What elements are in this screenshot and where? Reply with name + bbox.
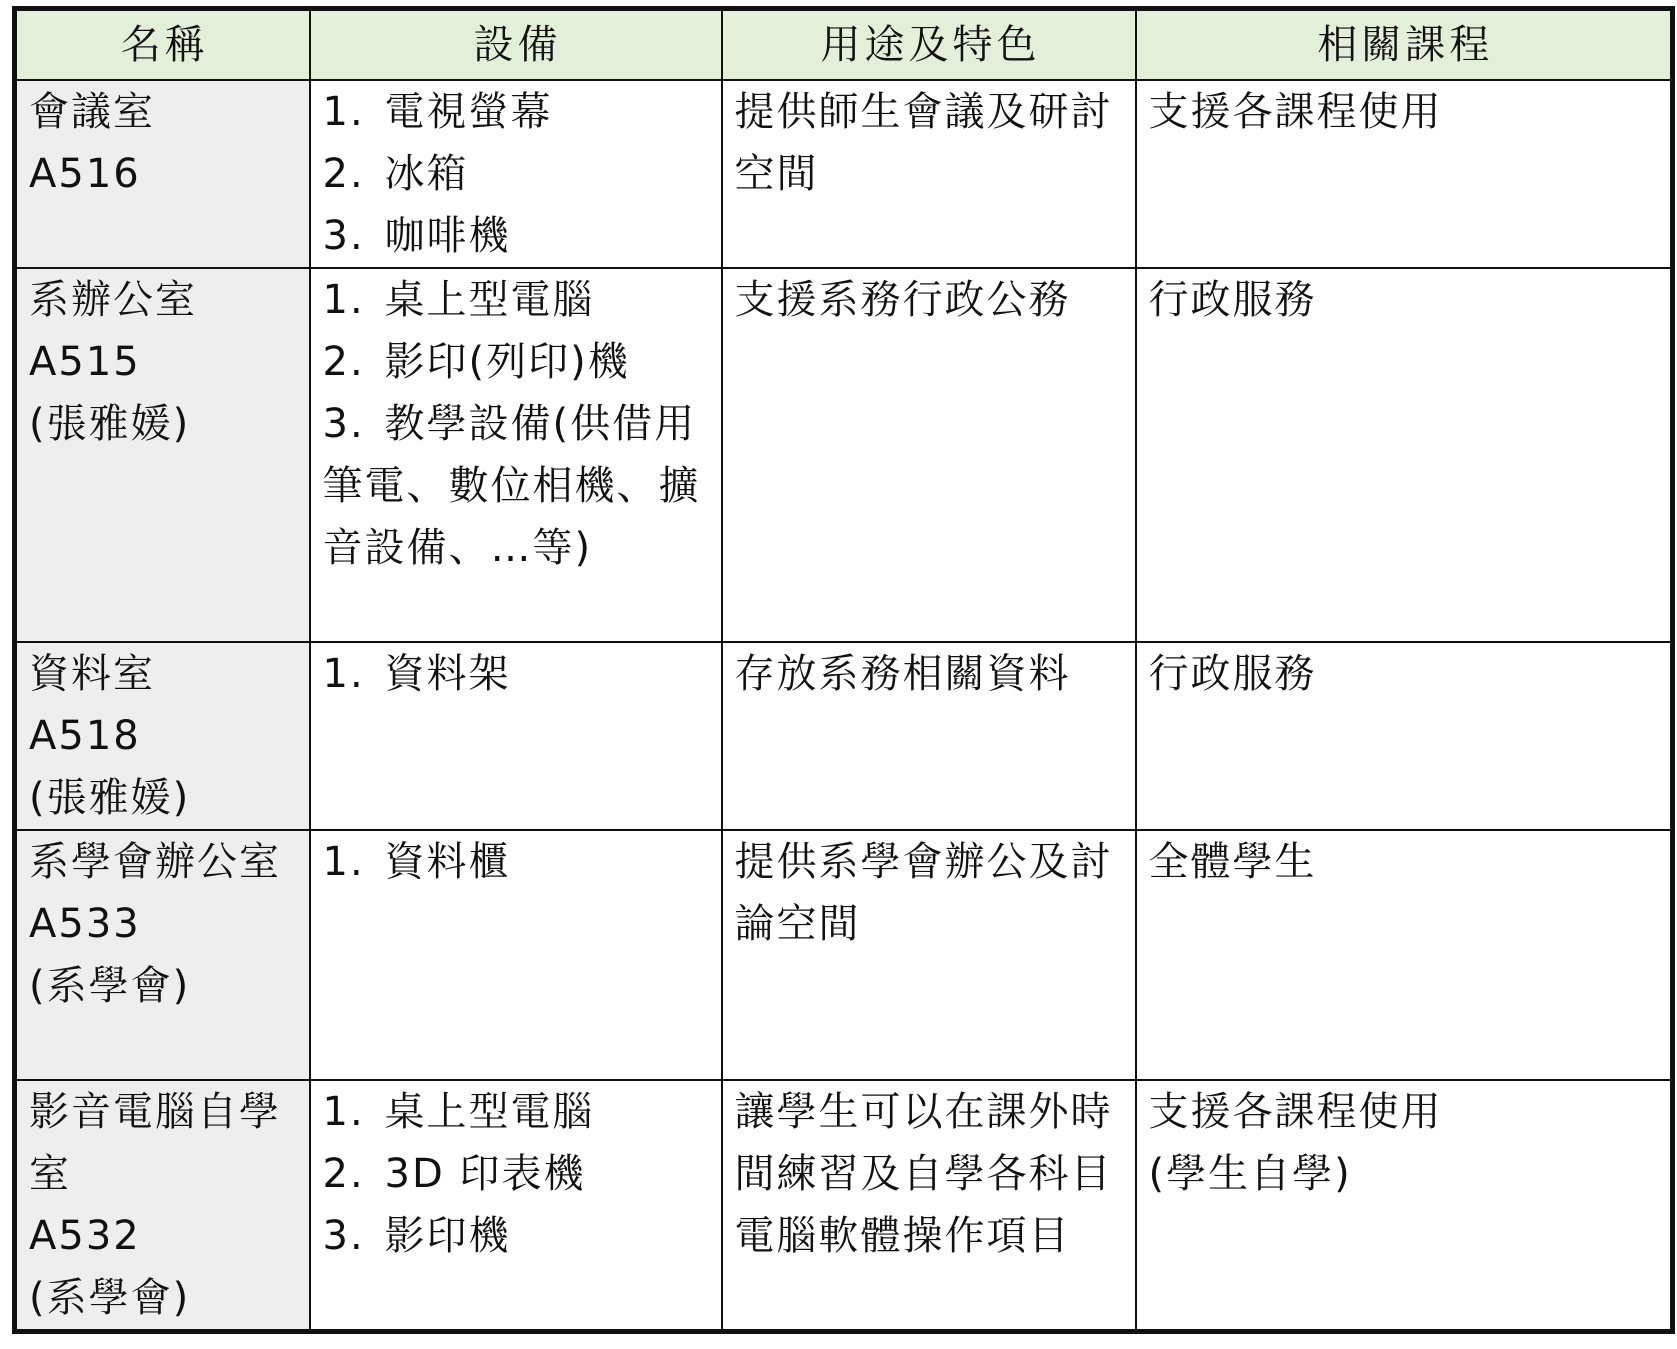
equipment-text: 桌上型電腦 <box>384 1089 595 1135</box>
equipment-number: 3. <box>322 1213 365 1259</box>
equipment-item <box>323 205 713 267</box>
header-row <box>15 9 1673 81</box>
room-number: A532 <box>29 1213 141 1259</box>
purpose-cell: 提供系學會辦公及討論空間 <box>722 830 1136 1080</box>
room-name-cell <box>15 268 310 642</box>
equipment-text: 咖啡機 <box>384 213 511 259</box>
room-name-cell <box>15 830 310 1080</box>
equipment-text: 影印機 <box>384 1213 511 1259</box>
equipment-item <box>323 331 713 393</box>
course-cell <box>1136 268 1673 642</box>
room-name: 系辦公室 <box>29 277 197 323</box>
equipment-text: 冰箱 <box>384 151 469 197</box>
equipment-item <box>323 1205 713 1267</box>
course-text: 行政服務 <box>1148 651 1317 697</box>
course-cell <box>1136 642 1673 830</box>
room-name-cell <box>15 1080 310 1332</box>
equipment-item <box>323 1081 713 1143</box>
equipment-cell <box>310 642 722 830</box>
table-row <box>15 80 1673 268</box>
table-row <box>15 1080 1673 1332</box>
equipment-text: 3D 印表機 <box>384 1151 586 1197</box>
equipment-number: 1. <box>322 1089 365 1135</box>
room-number: A516 <box>29 151 141 197</box>
equipment-item <box>323 143 713 205</box>
equipment-number: 1. <box>322 89 365 135</box>
header-course: 相關課程 <box>1136 9 1673 81</box>
equipment-cell <box>310 830 722 1080</box>
equipment-number: 1. <box>322 651 365 697</box>
course-text: 支援各課程使用 <box>1148 89 1443 135</box>
room-number: A515 <box>29 339 141 385</box>
course-text: (學生自學) <box>1148 1151 1352 1197</box>
equipment-cell <box>310 80 722 268</box>
room-name: 影音電腦自學室 <box>29 1089 281 1197</box>
equipment-text: 影印(列印)機 <box>384 339 630 385</box>
header-purpose: 用途及特色 <box>722 9 1136 81</box>
equipment-cell <box>310 268 722 642</box>
equipment-text: 電視螢幕 <box>384 89 553 135</box>
header-name: 名稱 <box>15 9 310 81</box>
room-manager: (系學會) <box>29 1275 191 1321</box>
table-body <box>15 80 1673 1332</box>
course-cell <box>1136 80 1673 268</box>
table-row <box>15 642 1673 830</box>
equipment-text: 桌上型電腦 <box>384 277 595 323</box>
equipment-number: 2. <box>322 1151 365 1197</box>
purpose-cell: 支援系務行政公務 <box>722 268 1136 642</box>
equipment-number: 3. <box>322 401 365 447</box>
equipment-item <box>323 1143 713 1205</box>
equipment-item <box>323 269 713 331</box>
room-name: 會議室 <box>29 89 155 135</box>
equipment-number: 3. <box>322 213 365 259</box>
equipment-item <box>323 393 713 579</box>
purpose-cell: 提供師生會議及研討空間 <box>722 80 1136 268</box>
room-name: 系學會辦公室 <box>29 839 281 885</box>
equipment-number: 2. <box>322 151 365 197</box>
equipment-number: 2. <box>322 339 365 385</box>
room-manager: (張雅媛) <box>29 775 191 821</box>
facilities-table <box>12 6 1675 1334</box>
equipment-number: 1. <box>322 277 365 323</box>
equipment-number: 1. <box>322 839 365 885</box>
course-text: 全體學生 <box>1148 839 1317 885</box>
equipment-item <box>323 831 713 893</box>
equipment-item <box>323 643 713 705</box>
course-cell <box>1136 1080 1673 1332</box>
course-text: 支援各課程使用 <box>1148 1089 1443 1135</box>
room-number: A533 <box>29 901 141 947</box>
purpose-cell: 讓學生可以在課外時間練習及自學各科目電腦軟體操作項目 <box>722 1080 1136 1332</box>
header-equipment: 設備 <box>310 9 722 81</box>
room-name: 資料室 <box>29 651 155 697</box>
room-manager: (張雅媛) <box>29 401 191 447</box>
course-text: 行政服務 <box>1148 277 1317 323</box>
table-row <box>15 830 1673 1080</box>
equipment-cell <box>310 1080 722 1332</box>
table-row <box>15 268 1673 642</box>
room-manager: (系學會) <box>29 963 191 1009</box>
equipment-text: 資料櫃 <box>384 839 511 885</box>
equipment-text: 教學設備(供借用筆電、數位相機、擴音設備、…等) <box>322 401 701 571</box>
room-name-cell <box>15 80 310 268</box>
room-name-cell <box>15 642 310 830</box>
course-cell <box>1136 830 1673 1080</box>
room-number: A518 <box>29 713 141 759</box>
equipment-item <box>323 81 713 143</box>
table-header <box>15 9 1673 81</box>
equipment-text: 資料架 <box>384 651 511 697</box>
purpose-cell: 存放系務相關資料 <box>722 642 1136 830</box>
